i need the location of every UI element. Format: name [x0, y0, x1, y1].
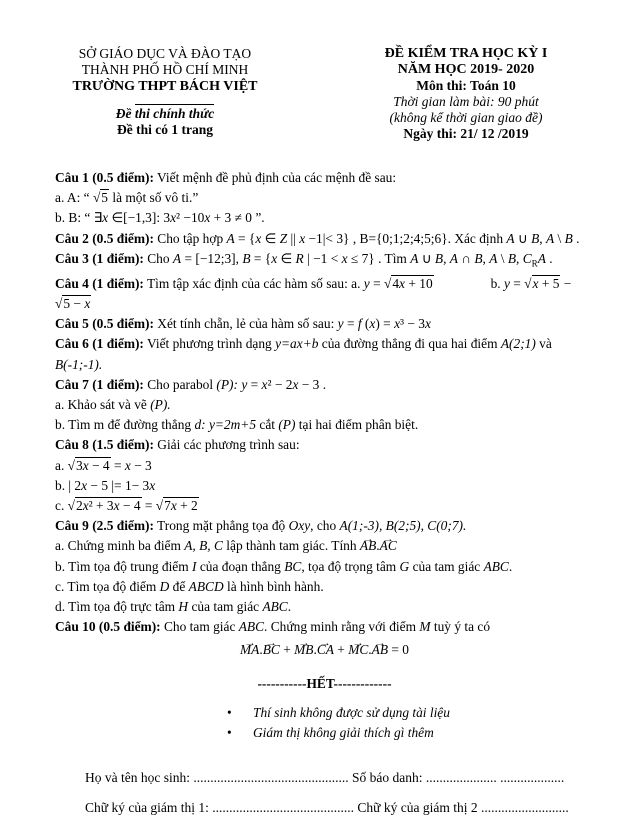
text-line: b. Tìm m để đường thẳng d: y=2m+5 cắt (P) tại hai điểm phân biệt. [55, 417, 419, 433]
text-line: b. B: “ ∃x ∈[−1,3]: 3x² −10x + 3 ≠ 0 ”. [55, 210, 265, 226]
bullet-icon: • [227, 704, 232, 720]
text-line: b. Tìm tọa độ trung điểm I của đoạn thẳng BC, tọa độ trọng tâm G của tam giác ABC. [55, 558, 513, 574]
duration: Thời gian làm bài: 90 phút [393, 94, 539, 109]
exam-date: Ngày thi: 21/ 12 /2019 [403, 126, 529, 141]
official-label-prefix: Đề [115, 106, 135, 121]
duration-note: (không kể thời gian giao đề) [389, 110, 543, 125]
text-line: b. | 2x − 5 |= 1− 3x [55, 477, 156, 493]
text-line: B(-1;-1). [55, 356, 103, 372]
page-count-note: Đề thi có 1 trang [117, 122, 213, 137]
sqrt-expression: √5 − x [55, 294, 91, 314]
text-line: a. A: “ √5 là một số vô ti.” [55, 188, 594, 208]
school-year: NĂM HỌC 2019- 2020 [397, 62, 535, 77]
exam-title-block [326, 46, 606, 142]
text-line: Câu 2 (0.5 điểm): Cho tập hợp A = {x ∈ Z || x −1|< 3} , B={0;1;2;4;5;6}. Xác định A ∪ B, A \ B . [55, 230, 580, 246]
text-line: Câu 8 (1.5 điểm): Giải các phương trình sau: [55, 437, 300, 453]
vector-term: MB → [294, 640, 313, 660]
text-line: c. √2x² + 3x − 4 = √7x + 2 [55, 496, 594, 516]
radical-sign-icon: √ [383, 275, 392, 291]
sqrt-expression: √x + 5 [524, 274, 560, 294]
text-line: a. √3x − 4 = x − 3 [55, 456, 594, 476]
candidate-info-footer [85, 770, 594, 816]
text-line: c. Tìm tọa độ điểm D để ABCD là hình bình hành. [55, 578, 324, 594]
department-line: SỞ GIÁO DỤC VÀ ĐÀO TẠO [78, 46, 252, 61]
instruction-item: • Thí sinh không được sử dụng tài liệu [55, 703, 594, 723]
vector-term: AB → [372, 640, 388, 660]
sqrt-expression: √5 [93, 188, 109, 208]
text-line: a. Khảo sát và vẽ (P). [55, 396, 171, 412]
official-label-main: thi chính thức [134, 106, 215, 121]
text-line: MA →.BC → + MB →.CA → + MC →.AB → = 0 [55, 640, 594, 660]
subject: Môn thi: Toán 10 [416, 78, 516, 93]
vector-term: BC → [263, 640, 280, 660]
city-line: THÀNH PHỐ HỒ CHÍ MINH [81, 62, 249, 77]
official-exam-label [36, 106, 294, 122]
text-line: d. Tìm tọa độ trực tâm H của tam giác ABC. [55, 598, 292, 614]
text-line: Câu 10 (0.5 điểm): Cho tam giác ABC. Chứng minh rằng với điểm M tuỳ ý ta có [55, 619, 491, 635]
exam-title: ĐỀ KIỂM TRA HỌC KỲ I [384, 46, 548, 61]
text-line: Câu 7 (1 điểm): Cho parabol (P): y = x² − 2x − 3 . [55, 376, 327, 392]
text-line: a. Chứng minh ba điểm A, B, C lập thành tam giác. Tính AB →.AC → [55, 536, 594, 556]
radical-sign-icon: √ [67, 457, 75, 473]
vector-term: MC → [348, 640, 368, 660]
student-name-line: Họ và tên học sinh: .............................................. Số báo danh: ..................... ................... [85, 770, 565, 786]
radical-sign-icon: √ [524, 275, 532, 291]
issuing-authority-block [36, 46, 294, 142]
text-line: Câu 6 (1 điểm): Viết phương trình dạng y=ax+b của đường thẳng đi qua hai điểm A(2;1) và [55, 336, 552, 352]
vector-term: AB → [360, 536, 376, 556]
sqrt-expression: √2x² + 3x − 4 [68, 496, 142, 516]
vector-term: MA → [240, 640, 259, 660]
radical-sign-icon: √ [67, 497, 75, 513]
radical-sign-icon: √ [55, 295, 63, 311]
school-name: TRƯỜNG THPT BÁCH VIỆT [72, 79, 258, 94]
bullet-icon: • [227, 724, 232, 740]
question-list [55, 168, 594, 743]
radical-sign-icon: √ [155, 497, 164, 513]
text-line: Câu 9 (2.5 điểm): Trong mặt phẳng tọa độ Oxy, cho A(1;-3), B(2;5), C(0;7). [55, 518, 467, 534]
vector-term: CA → [317, 640, 334, 660]
end-marker: -----------HẾT------------- [257, 675, 392, 691]
sqrt-expression: √4x + 10 [384, 274, 434, 294]
proctor-signature-line: Chữ ký của giám thị 1: .......................................... Chữ ký của giám thị 2 .......................... [85, 800, 569, 816]
text-line: Câu 5 (0.5 điểm): Xét tính chẵn, lẻ của hàm số sau: y = f (x) = x³ − 3x [55, 316, 431, 332]
text-line: Câu 1 (0.5 điểm): Viết mệnh đề phủ định của các mệnh đề sau: [55, 170, 397, 185]
exam-header [0, 0, 634, 142]
text-line: Câu 4 (1 điểm): Tìm tập xác định của các hàm số sau: a. y = √4x + 10 b. y = √x + 5 − √5 − x [55, 274, 594, 314]
sqrt-expression: √3x − 4 [68, 456, 111, 476]
radical-sign-icon: √ [92, 190, 101, 206]
instruction-item: • Giám thị không giải thích gì thêm [55, 723, 594, 743]
text-line: Câu 3 (1 điểm): Cho A = [−12;3], B = {x ∈ R | −1 < x ≤ 7} . Tìm A ∪ B, A ∩ B, A \ B, $C_RA$ . [55, 250, 553, 269]
vector-term: AC → [380, 536, 397, 556]
sqrt-expression: √7x + 2 [156, 496, 199, 516]
